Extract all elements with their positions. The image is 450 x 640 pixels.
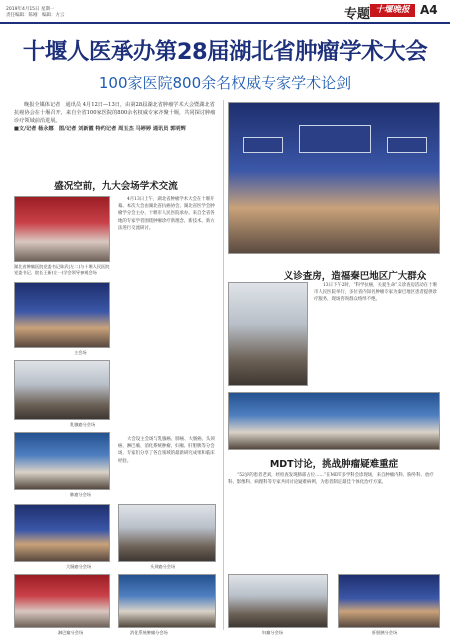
section-heading-2: 义诊查房，造福秦巴地区广大群众 — [283, 271, 427, 282]
caption-breast: 乳腺癌分会场 — [70, 422, 96, 427]
body-paragraph-4: “52岁的患者老刘，经检查发现肺部占位……”在MDT多学科会诊现场，来自肿瘤内科、胸外科、放疗科、影像科、病理科等专家共同讨论疑难病例，为患者制定最佳个体化治疗方案。 — [228, 473, 434, 486]
section-heading-3: MDT讨论，挑战肿瘤疑难重症 — [269, 459, 399, 470]
caption-gyn: 妇瘤分会场 — [262, 630, 283, 635]
caption-digestive: 消化系统肿瘤分会场 — [130, 630, 168, 635]
photo-breast — [14, 360, 110, 420]
caption-lymphoma: 淋巴瘤分会场 — [58, 630, 84, 635]
photo-leaders — [14, 196, 110, 262]
caption-hepatobiliary: 肝胆胰分会场 — [372, 630, 398, 635]
newspaper-logo: 十堰晚报 — [370, 4, 415, 17]
body-paragraph-2: 大会设主会场与乳腺癌、肺癌、大肠癌、头颈癌、淋巴瘤、消化系统肿瘤、妇瘤、肝胆胰等分会场，专家们分享了各自领域的最新研究成果和临床经验。 — [118, 437, 215, 464]
section-label: 专题 — [344, 7, 371, 22]
caption-main-venue: 主会场 — [74, 350, 87, 355]
photo-consultation — [228, 282, 308, 386]
photo-hepatobiliary — [338, 574, 440, 628]
photo-colon — [14, 504, 110, 562]
section-heading-1: 盛况空前，九大会场学术交流 — [54, 181, 178, 192]
photo-lung — [14, 432, 110, 490]
byline: ■文/记者 杨永娜 图/记者 刘新霞 特约记者 周玉杰 马婷婷 通讯员 郭明辉 — [14, 126, 186, 132]
photo-ward-round — [228, 392, 440, 450]
body-paragraph-1: 4月13日上午，湖北省肿瘤学术大会在十堰开幕。本次大会由湖北省抗癌协会、湖北省医学会肿瘤学分会主办，十堰市人民医院承办。来自全省各地的专家学者围绕肿瘤诊疗新理念、新技术、新方法进行交流研讨。 — [118, 197, 215, 231]
lead-text: 晚报全媒体记者 通讯员 4月12日—13日，由第28届湖北省肿瘤学术大会暨湖北省抗癌协会在十堰召开，来自全省100家医院的800余名权威专家齐聚十堰，共同探讨肿瘤诊疗领域前沿进展。 — [14, 102, 216, 124]
photo-digestive — [118, 574, 216, 628]
lead-paragraph — [14, 101, 218, 133]
photo-gyn — [228, 574, 328, 628]
column-divider — [223, 100, 224, 630]
caption-colon: 大肠癌分会场 — [66, 564, 92, 569]
photo-headneck — [118, 504, 216, 562]
main-hall-photo — [228, 102, 440, 254]
page-number: A4 — [420, 3, 438, 17]
photo-main-venue — [14, 282, 110, 348]
date-line: 2019年4月15日 星期一 — [6, 7, 55, 12]
body-paragraph-3: 13日下午2时，“科学抗癌，关爱生命”义诊查房活动在十堰市人民医院举行，多位省内知名肿瘤专家为秦巴地区患者提供诊疗服务，现场咨询群众络绎不绝。 — [314, 283, 437, 303]
page-header — [0, 0, 450, 24]
sub-headline: 100家医院800余名权威专家学术论剑 — [98, 74, 352, 92]
photo-lymphoma — [14, 574, 110, 628]
caption-leaders: 湖北省肿瘤医院党委书记陈武(左二)与十堰人民医院党委书记、院长王新(左一)学会领导参观会场 — [14, 264, 110, 275]
caption-headneck: 头颈癌分会场 — [150, 564, 176, 569]
main-headline: 十堰人医承办第28届湖北省肿瘤学术大会 — [22, 39, 428, 65]
caption-lung: 肺癌分会场 — [70, 492, 91, 497]
editor-line: 责任编辑：陈刚 编辑：方云 — [6, 12, 65, 18]
issue-date — [6, 7, 65, 18]
